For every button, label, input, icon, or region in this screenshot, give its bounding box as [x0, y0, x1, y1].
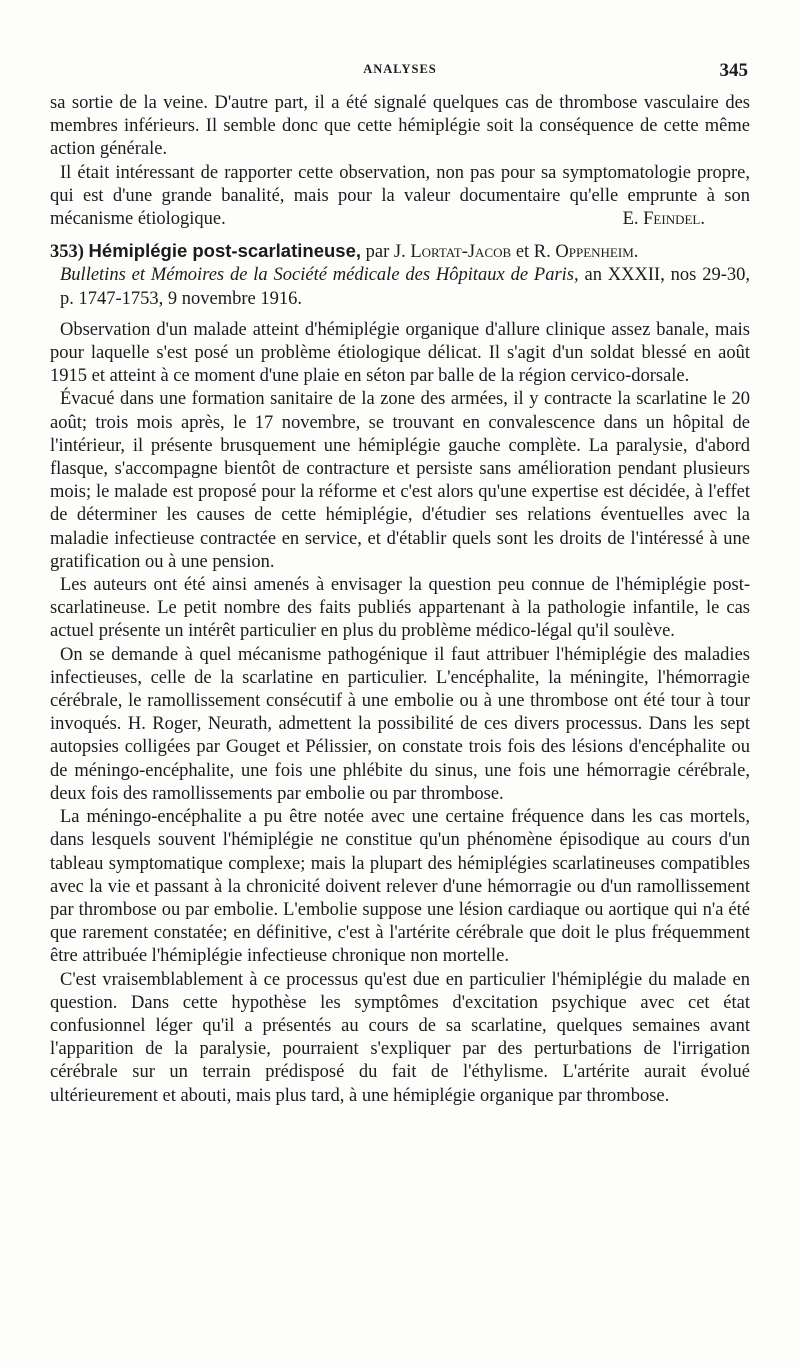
- source-journal: Bulletins et Mémoires de la Société médicale des Hôpitaux de Paris,: [60, 265, 579, 286]
- signature-feindel: E. Feindel.: [622, 209, 705, 230]
- previous-paragraph-2-text: Il était intéressant de rapporter cette observation, non pas pour sa symptomatologie propre, qui est d'une grande banalité, mais pour la valeur documentaire qu'elle emprunte à son mécanisme étiologique.: [50, 162, 750, 230]
- entry-and: et R.: [515, 242, 551, 263]
- entry-heading: [50, 239, 750, 264]
- entry-source: [50, 264, 750, 310]
- running-head: [50, 60, 750, 84]
- entry-number: 353): [50, 242, 84, 263]
- entry-paragraph-3: Les auteurs ont été ainsi amenés à envisager la question peu connue de l'hémiplégie post-scarlatineuse. Le petit nombre des faits publiés appartenant à la pathologie infantile, le cas actuel présente un intérêt particulier en plus du problème médico-légal qu'il soulève.: [50, 575, 750, 642]
- author-lortat-jacob: Lortat-Jacob: [410, 242, 512, 263]
- author-oppenheim: Oppenheim.: [555, 242, 639, 263]
- entry-spacer-2: [50, 311, 750, 319]
- entry-paragraph-2: Évacué dans une formation sanitaire de la zone des armées, il y contracte la scarlatine le 20 août; trois mois après, le 17 novembre, se trouvant en convalescence dans un hôpital de l'intérieur, il présente brusquement une hémiplégie gauche complète. La paralysie, d'abord flasque, s'accompagne bientôt de contracture et persiste sans amélioration pendant plusieurs mois; le malade est proposé pour la réforme et c'est alors qu'une expertise est décidée, à l'effet de déterminer les causes de cette hémiplégie, d'étudier ses relations éventuelles avec la maladie infectieuse contractée en service, et d'établir quels sont les droits de l'intéressé à une gratification ou à une pension.: [50, 389, 750, 572]
- entry-paragraph-4: On se demande à quel mécanisme pathogénique il faut attribuer l'hémiplégie des maladies infectieuses, celle de la scarlatine en particulier. L'encéphalite, la méningite, l'hémorragie cérébrale, le ramollissement consécutif à une embolie ou à une thrombose ont été tour à tour invoqués. H. Roger, Neurath, admettent la possibilité de ces divers processus. Dans les sept autopsies colligées par Gouget et Pélissier, on constate trois fois des lésions d'encéphalite ou de méningo-encéphalite, une fois une phlébite du sinus, une fois une hémorragie cérébrale, deux fois des ramollissements par embolie ou par thrombose.: [50, 644, 750, 804]
- entry-by: par J.: [365, 242, 406, 263]
- previous-paragraph-1: sa sortie de la veine. D'autre part, il a été signalé quelques cas de thrombose vasculaire des membres inférieurs. Il semble donc que cette hémiplégie soit la conséquence de cette même action générale.: [50, 93, 750, 160]
- entry-paragraph-5: La méningo-encéphalite a pu être notée avec une certaine fréquence dans les cas mortels, dans lesquels souvent l'hémiplégie ne constitue qu'un phénomène épisodique au cours d'un tableau symptomatique complexe; mais la plupart des hémiplégies scarlatineuses compatibles avec la vie et passant à la chronicité doivent relever d'une hémorragie ou d'un ramollissement par thrombose ou par embolie. L'embolie suppose une lésion cardiaque ou aortique qui n'a été que rarement constatée; en définitive, c'est à l'artérite cérébrale que doit le plus fréquemment être attribuée l'hémiplégie infectieuse chronique non mortelle.: [50, 807, 750, 967]
- entry-title: Hémiplégie post-scarlatineuse,: [88, 240, 361, 262]
- running-title: ANALYSES: [363, 62, 437, 76]
- entry-paragraph-6: C'est vraisemblablement à ce processus qu'est due en particulier l'hémiplégie du malade en question. Dans cette hypothèse les symptômes d'excitation psychique avec cet état confusionnel léger qu'il a présentés au cours de sa scarlatine, quelques semaines avant l'apparition de la paralysie, pourraient s'expliquer par des perturbations de l'irrigation cérébrale sur un terrain prédisposé du fait de l'éthylisme. L'artérite aurait évolué ultérieurement et abouti, mais plus tard, à une hémiplégie organique par thrombose.: [50, 969, 750, 1106]
- previous-paragraph-2: [50, 162, 750, 232]
- entry-spacer: [50, 231, 750, 239]
- entry-paragraph-1: Observation d'un malade atteint d'hémiplégie organique d'allure clinique assez banale, mais pour laquelle s'est posé un problème étiologique délicat. Il s'agit d'un soldat blessé en août 1915 et atteint à ce moment d'une plaie en séton par balle de la région cervico-dorsale.: [50, 319, 750, 387]
- source-details: an XXXII, nos 29-30, p. 1747-1753, 9 novembre 1916.: [60, 265, 750, 309]
- page-number: 345: [719, 60, 748, 81]
- page-body: [50, 92, 750, 1108]
